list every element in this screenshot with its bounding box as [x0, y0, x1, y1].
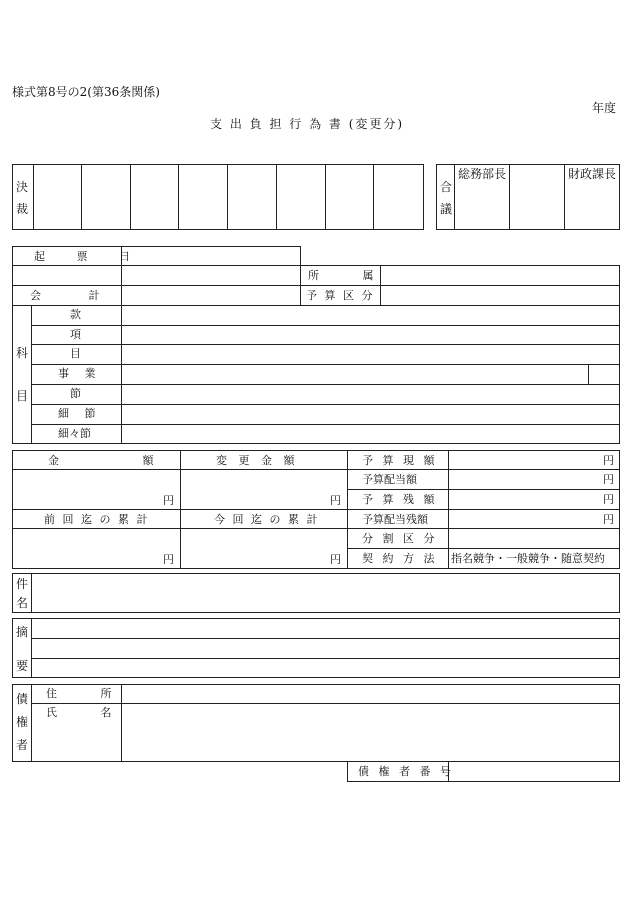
saisaisetsu-label: 細々節	[58, 427, 91, 440]
shozoku-field[interactable]	[381, 266, 619, 284]
gougi-label-2: 議	[440, 202, 453, 216]
henkou-yen: 円	[330, 494, 341, 507]
kessai-label-1: 決	[16, 180, 29, 194]
kessai-seal-cell-5[interactable]	[228, 165, 275, 229]
name-field[interactable]	[122, 704, 619, 761]
yosan-gengaku-label: 予 算 現 額	[362, 454, 438, 467]
gougi-label-1: 合	[440, 180, 453, 194]
yosan-gengaku-field[interactable]	[449, 451, 599, 468]
tekiyou-line-1[interactable]	[32, 619, 619, 637]
kihyou-date-field[interactable]	[122, 247, 300, 265]
kingaku-field[interactable]	[13, 470, 179, 508]
kessai-seal-cell-6[interactable]	[277, 165, 324, 229]
kessai-seal-cell-2[interactable]	[82, 165, 129, 229]
kenmei-side-2: 名	[16, 596, 29, 610]
creditor-number-label: 債 権 者 番 号	[358, 765, 454, 778]
creditor-side-2: 権	[16, 715, 29, 729]
kan-field[interactable]	[122, 306, 619, 324]
kou-field[interactable]	[122, 326, 619, 343]
jigyou-label: 事 業	[58, 367, 102, 380]
keiyaku-houhou-label: 契 約 方 法	[362, 552, 438, 565]
yosan-haitou-zangaku-label: 予算配当残額	[362, 513, 428, 526]
kessai-seal-cell-4[interactable]	[179, 165, 226, 229]
bunkatsu-kubun-field[interactable]	[449, 529, 619, 547]
bunkatsu-kubun-label: 分 割 区 分	[362, 532, 438, 545]
kenmei-side-1: 件	[16, 577, 29, 591]
kessai-seal-cell-1[interactable]	[34, 165, 81, 229]
zenkai-ruikei-field[interactable]	[13, 529, 179, 568]
zenkai-ruikei-label: 前 回 迄 の 累 計	[44, 513, 150, 526]
kessai-seal-cell-7[interactable]	[326, 165, 372, 229]
tekiyou-line-2[interactable]	[32, 639, 619, 657]
kou-label: 項	[70, 328, 81, 341]
konkai-ruikei-label: 今 回 迄 の 累 計	[214, 513, 320, 526]
kihyou-label: 起 票 日	[34, 250, 144, 263]
yosan-kubun-label: 予 算 区 分	[306, 289, 375, 302]
yosan-gengaku-yen: 円	[603, 454, 614, 467]
henkou-kingaku-field[interactable]	[181, 470, 346, 508]
kessai-seal-cell-3[interactable]	[131, 165, 177, 229]
yosan-zangaku-field[interactable]	[449, 490, 599, 508]
zenkai-yen: 円	[163, 553, 174, 566]
kaikei-field[interactable]	[122, 286, 299, 305]
jigyou-field[interactable]	[122, 365, 587, 383]
setsu-label: 節	[70, 387, 81, 400]
yosan-zangaku-label: 予 算 残 額	[362, 493, 438, 506]
creditor-number-field[interactable]	[449, 762, 619, 781]
konkai-yen: 円	[330, 553, 341, 566]
name-label: 氏 名	[46, 706, 132, 719]
saisetsu-field[interactable]	[122, 405, 619, 423]
zaisei-kachou-label: 財政課長	[568, 167, 617, 181]
tekiyou-line-3[interactable]	[32, 659, 619, 677]
moku-field[interactable]	[122, 345, 619, 363]
kan-label: 款	[70, 308, 81, 321]
creditor-side-1: 債	[16, 692, 29, 706]
soumu-buchou-label: 総務部長	[458, 167, 507, 181]
yosan-haitou-yen: 円	[603, 473, 614, 486]
saisetsu-label: 細 節	[58, 407, 102, 420]
kessai-seal-cell-8[interactable]	[374, 165, 423, 229]
yosan-haitou-label: 予算配当額	[362, 473, 417, 486]
shozoku-label: 所 属	[308, 269, 394, 282]
tekiyou-side-2: 要	[16, 659, 29, 673]
setsu-field[interactable]	[122, 385, 619, 403]
kenmei-field[interactable]	[32, 574, 619, 612]
konkai-ruikei-field[interactable]	[181, 529, 346, 568]
creditor-side-3: 者	[16, 738, 29, 752]
yosan-kubun-field[interactable]	[381, 286, 619, 305]
page-title: 支 出 負 担 行 為 書 (変更分)	[210, 117, 405, 131]
jigyou-code-field[interactable]	[589, 365, 619, 383]
yosan-zangaku-yen: 円	[603, 493, 614, 506]
moku-label: 目	[70, 347, 81, 360]
yosan-haitou-zangaku-field[interactable]	[449, 510, 599, 527]
henkou-kingaku-label: 変 更 金 額	[216, 454, 299, 467]
kamoku-side-2: 目	[16, 389, 29, 403]
kamoku-side-1: 科	[16, 346, 29, 360]
tekiyou-side-1: 摘	[16, 625, 29, 639]
kingaku-label: 金 額	[48, 454, 194, 467]
form-number: 様式第8号の2(第36条関係)	[12, 85, 160, 99]
kingaku-yen: 円	[163, 494, 174, 507]
yosan-haitou-zangaku-yen: 円	[603, 513, 614, 526]
address-field[interactable]	[122, 685, 619, 702]
address-label: 住 所	[46, 687, 132, 700]
keiyaku-houhou-options[interactable]: 指名競争・一般競争・随意契約	[451, 552, 605, 565]
saisaisetsu-field[interactable]	[122, 425, 619, 443]
kessai-label-2: 裁	[16, 202, 29, 216]
fiscal-year-label: 年度	[592, 101, 617, 115]
kaikei-label: 会 計	[30, 289, 122, 302]
yosan-haitou-field[interactable]	[449, 470, 599, 488]
